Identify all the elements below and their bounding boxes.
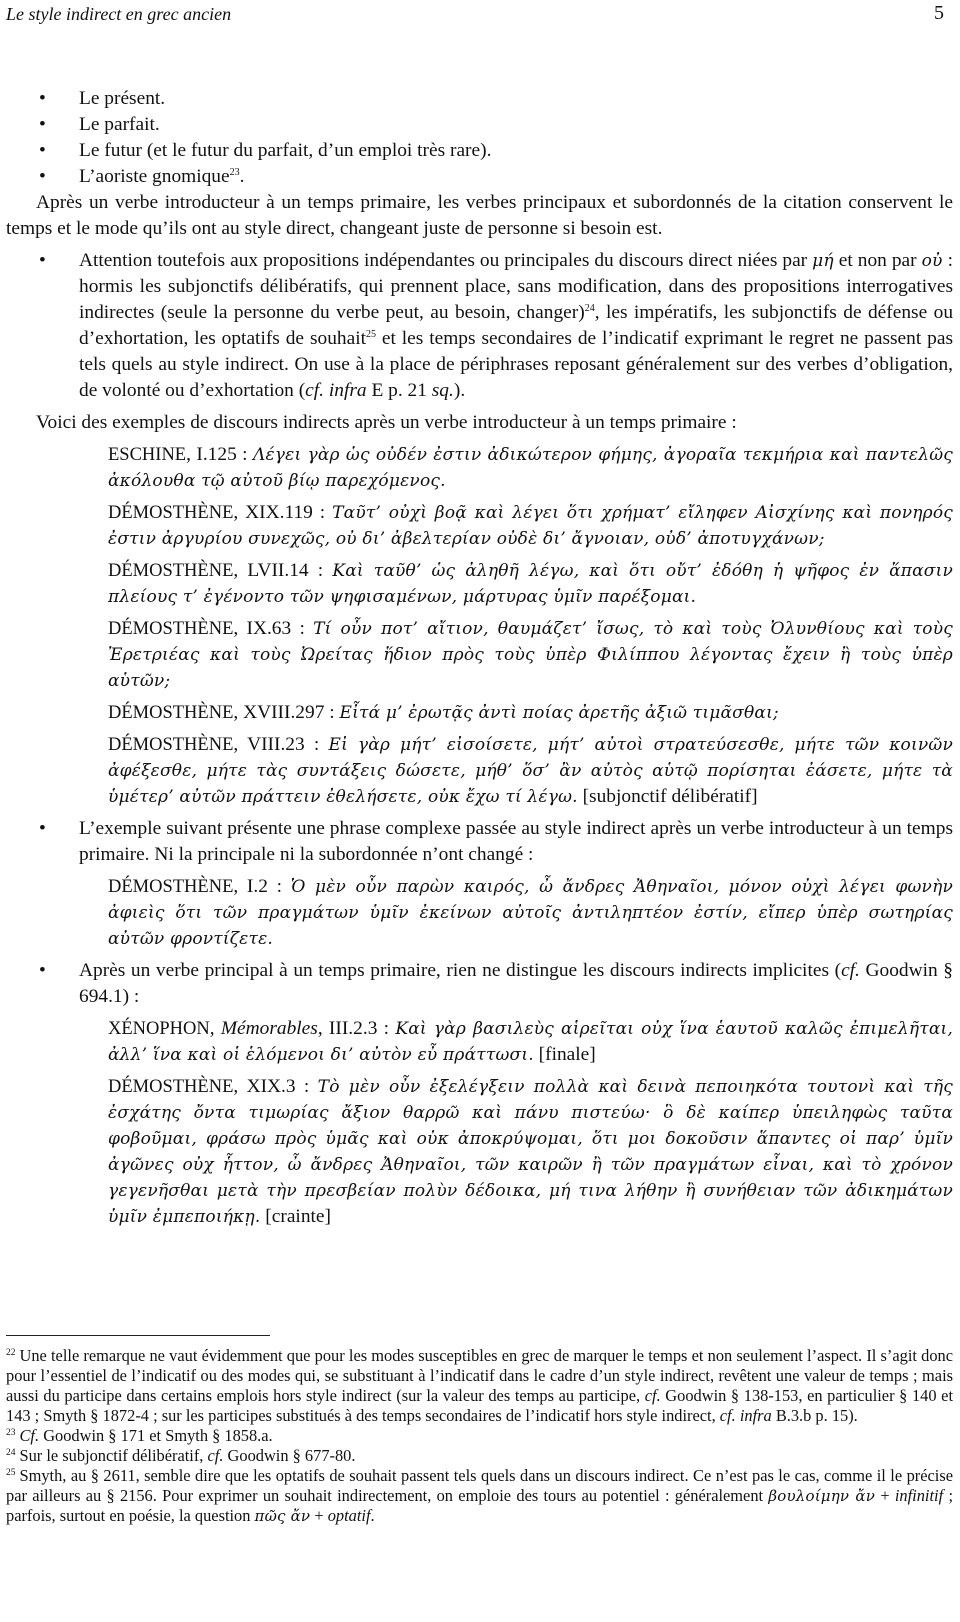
text-run: B.3.b p. 15). <box>771 1406 858 1425</box>
example-citation <box>6 732 953 810</box>
text-run: et non par <box>833 250 922 271</box>
text-run: + <box>310 1506 328 1525</box>
text-run: : hormis les subjonctifs délibératifs, qui prennent place, sans modification, dans des propositions interrogatives indirectes (seule la personne du verbe peut, au besoin, changer) <box>79 250 953 323</box>
text-run: + <box>875 1486 895 1505</box>
greek-text: μή <box>812 251 834 271</box>
footnote <box>6 1426 953 1446</box>
text-run: et les temps secondaires de l’indicatif exprimant le regret ne passent pas tels quels au style indirect. On use à la place de périphrases reposant généralement sur des verbes d’obligation, de volonté ou d’exhortation ( <box>79 328 953 401</box>
footnote-ref[interactable]: 24 <box>584 303 595 314</box>
citation-note: [subjonctif délibératif] <box>577 786 758 807</box>
abbrev: cf. <box>644 1386 661 1405</box>
main-text <box>6 86 953 1230</box>
footnote <box>6 1466 953 1526</box>
greek-text: Ταῦτ’ οὐχὶ βοᾷ καὶ λέγει ὅτι χρήματ’ εἴληφεν Αἰσχίνης καὶ πονηρός ἐστιν ἀργυρίου συνεχῶς, οὐ δι’ ἀβελτερίαν οὐδὲ δι’ ἄγνοιαν, οὐδ’ ἀποτυγχάνων; <box>108 503 953 549</box>
list-item-text: Le présent. <box>79 88 166 109</box>
running-title: Le style indirect en grec ancien <box>6 4 232 24</box>
abbrev: sq. <box>431 380 454 401</box>
text-run: Après un verbe principal à un temps primaire, rien ne distingue les discours indirects implicites ( <box>79 960 842 981</box>
citation-author: DÉMOSTHÈNE <box>108 735 234 755</box>
text-run: Goodwin § 694.1) : <box>79 960 953 1007</box>
citation-author: DÉMOSTHÈNE <box>108 561 234 581</box>
list-item-text: L’aoriste gnomique <box>79 166 230 187</box>
citation-author: XÉNOPHON <box>108 1019 210 1039</box>
abbrev: Cf. <box>19 1426 40 1445</box>
greek-text: βουλοίμην ἄν <box>768 1487 876 1505</box>
text-run: Une telle remarque ne vaut évidemment que pour les modes susceptibles en grec de marquer le temps et non seulement l’aspect. Il s’agit donc pour l’essentiel de l’indicatif ou des modes qui, se substituant à l’indicatif dans le cadre d’un style indirect, revêtent une valeur de temps ; mais aussi du participe dans certains emplois hors style indirect (sur la valeur des temps au participe, <box>6 1346 953 1405</box>
citation-author: ESCHINE <box>108 445 187 465</box>
punctuation: . <box>239 166 245 187</box>
greek-text: Εἶτά μ’ ἐρωτᾷς ἀντὶ ποίας ἀρετῆς ἀξιῶ τιμᾶσθαι; <box>339 703 779 723</box>
greek-text: Εἰ γὰρ μήτ’ εἰσοίσετε, μήτ’ αὐτοὶ στρατεύσεσθε, μήτε τῶν κοινῶν ἀφέξεσθε, μήτε τὰς συντάξεις δώσετε, μήθ’ ὅσ’ ἂν αὐτὸς αὑτῷ πορίσηται ἐάσετε, μήτε τὰ ὑμέτερ’ αὐτῶν πράττειν ἐθελήσετε, οὐκ ἔχω τί λέγω. <box>108 735 953 807</box>
example-citation <box>6 700 953 726</box>
example-citation <box>6 442 953 494</box>
citation-ref: , XIX.119 : <box>233 502 333 523</box>
footnote-number: 22 <box>6 1348 16 1358</box>
citation-ref: , VIII.23 : <box>233 734 329 755</box>
footnote-number: 23 <box>6 1428 16 1438</box>
citation-ref: , III.2.3 : <box>317 1018 396 1039</box>
citation-author: DÉMOSTHÈNE <box>108 503 234 523</box>
greek-text: Τί οὖν ποτ’ αἴτιον, θαυμάζετ’ ἴσως, τὸ καὶ τοὺς Ὀλυνθίους καὶ τοὺς Ἐρετριέας καὶ τοὺς Ὠρείτας ἥδιον πρὸς τοὺς ὑπὲρ Φιλίππου λέγοντας ἔχειν ἢ τοὺς ὑπὲρ αὑτῶν; <box>108 619 954 691</box>
greek-text: οὐ <box>921 251 943 271</box>
footnote-number: 24 <box>6 1448 16 1458</box>
citation-author: DÉMOSTHÈNE <box>108 619 234 639</box>
list-item <box>6 138 953 164</box>
abbrev: infra <box>328 380 367 401</box>
text-run: Smyth, au § 2611, semble dire que les optatifs de souhait passent tels quels dans un discours indirect. Ce n’est pas le cas, comme il le précise par ailleurs au § 2156. Pour exprimer un souhait indirectement, on emploie des tours au potentiel : généralement <box>6 1466 953 1505</box>
greek-text: Ὁ μὲν οὖν παρὼν καιρός, ὦ ἄνδρες Ἀθηναῖοι, μόνον οὐχὶ λέγει φωνὴν ἀφιεὶς ὅτι τῶν πραγμάτων ὑμῖν ἐκείνων αὐτοῖς ἀντιληπτέον ἐστίν, εἴπερ ὑπὲρ σωτηρίας αὐτῶν φροντίζετε. <box>108 877 953 949</box>
text-run: Attention toutefois aux propositions indépendantes ou principales du discours direct niées par <box>79 250 813 271</box>
text-run: Sur le subjonctif délibératif, <box>19 1446 208 1465</box>
example-citation <box>6 500 953 552</box>
citation-author: DÉMOSTHÈNE <box>108 703 234 723</box>
citation-note: [crainte] <box>260 1206 331 1227</box>
text-run: ; parfois, surtout en poésie, la question <box>6 1486 953 1525</box>
list-item <box>6 164 953 190</box>
text-run: E p. 21 <box>366 380 432 401</box>
citation-author: DÉMOSTHÈNE <box>108 877 234 897</box>
greek-text: Τὸ μὲν οὖν ἐξελέγξειν πολλὰ καὶ δεινὰ πεποιηκότα τουτονὶ καὶ τῆς ἐσχάτης ὄντα τιμωρίας ἄξιον θαρρῶ καὶ πάνυ πιστεύω· ὃ δὲ καίπερ ὑπειληφὼς ταῦτα φοβοῦμαι, φράσω πρὸς ὑμᾶς καὶ οὐκ ἀποκρύψομαι, ὅτι μοι δοκοῦσιν ἅπαντες οἱ παρ’ ὑμῖν ἀγῶνες οὐχ ἧττον, ὦ ἄνδρες Ἀθηναῖοι, τῶν καιρῶν ἢ τῶν πραγμάτων εἶναι, καὶ τὸ χρόνον γεγενῆσθαι μετὰ τὴν πρεσβείαν πολὺν δέδοικα, μή τινα λήθην ἢ συνήθειαν τῶν ἀδικημάτων ὑμῖν ἐμπεποιήκῃ. <box>108 1077 953 1227</box>
citation-author: DÉMOSTHÈNE <box>108 1077 234 1097</box>
list-item-text: Le parfait. <box>79 114 160 135</box>
text-run: Goodwin § 171 et Smyth § 1858.a. <box>39 1426 273 1445</box>
example-citation <box>6 558 953 610</box>
example-citation <box>6 616 953 694</box>
citation-ref: , XIX.3 : <box>233 1076 318 1097</box>
text-run: ). <box>453 380 466 401</box>
list-item <box>6 112 953 138</box>
page-number: 5 <box>934 2 944 24</box>
abbrev: optatif <box>327 1506 371 1525</box>
work-title: Mémorables <box>220 1018 318 1039</box>
abbrev: cf. <box>719 1406 736 1425</box>
list-item <box>6 86 953 112</box>
abbrev: cf. <box>841 960 860 981</box>
citation-ref: , IX.63 : <box>233 618 314 639</box>
citation-ref: , LVII.14 : <box>233 560 333 581</box>
footnotes <box>6 1346 953 1526</box>
footnote <box>6 1446 953 1466</box>
text-run: Goodwin § 138-153, en particulier § 140 et 143 ; Smyth § 1872-4 ; sur les participes substitués à des temps secondaires de l’indicatif hors style indirect, <box>6 1386 953 1425</box>
text-run: . <box>370 1506 375 1525</box>
list-item: • L’exemple suivant présente une phrase complexe passée au style indirect après un verbe introducteur à un temps primaire. Ni la principale ni la subordonnée n’ont changé : <box>6 816 953 868</box>
list-item-text: Le futur (et le futur du parfait, d’un emploi très rare). <box>79 140 492 161</box>
list-item <box>6 958 953 1010</box>
footnote-separator <box>6 1335 270 1336</box>
abbrev: cf. <box>305 380 325 401</box>
citation-note: [finale] <box>533 1044 596 1065</box>
citation-ref: , I.2 : <box>233 876 291 897</box>
list-item <box>6 248 953 404</box>
greek-text: Καὶ ταῦθ’ ὡς ἀληθῆ λέγω, καὶ ὅτι οὔτ’ ἐδόθη ἡ ψῆφος ἐν ἅπασιν πλείους τ’ ἐγένοντο τῶν ψηφισαμένων, μάρτυρας ὑμῖν παρέξομαι. <box>108 561 954 607</box>
example-citation: XÉNOPHON, Mémorables, III.2.3 : Καὶ γὰρ βασιλεὺς αἱρεῖται οὐχ ἵνα ἑαυτοῦ καλῶς ἐπιμελῆται, ἀλλ’ ἵνα καὶ οἱ ἑλόμενοι δι’ αὐτὸν εὖ πράττωσι. [finale] <box>108 1018 953 1065</box>
text-run: Goodwin § 677-80. <box>223 1446 356 1465</box>
text-run: , les impératifs, les subjonctifs de défense ou d’exhortation, les optatifs de souhait <box>79 302 954 349</box>
paragraph: Après un verbe introducteur à un temps primaire, les verbes principaux et subordonnés de la citation conservent le temps et le mode qu’ils ont au style direct, changeant juste de personne si besoin est. <box>6 192 953 239</box>
citation-ref: , XVIII.297 : <box>233 702 340 723</box>
greek-text: πῶς ἄν <box>254 1507 311 1525</box>
example-citation <box>6 874 953 952</box>
footnote <box>6 1346 953 1426</box>
citation-ref: , I.125 : <box>186 444 253 465</box>
footnote-ref[interactable]: 25 <box>365 329 376 340</box>
paragraph: Voici des exemples de discours indirects après un verbe introducteur à un temps primaire : <box>36 412 737 433</box>
footnote-ref[interactable]: 23 <box>229 167 240 178</box>
greek-text: Λέγει γὰρ ὡς οὐδέν ἐστιν ἀδικώτερον φήμης, ἀγοραῖα τεκμήρια καὶ παντελῶς ἀκόλουθα τῷ αὐτοῦ βίῳ παρεχόμενος. <box>108 445 954 491</box>
example-citation <box>6 1074 953 1230</box>
abbrev: cf. <box>207 1446 224 1465</box>
abbrev: infinitif <box>894 1486 944 1505</box>
abbrev: infra <box>739 1406 772 1425</box>
footnote-number: 25 <box>6 1468 16 1478</box>
greek-text: Καὶ γὰρ βασιλεὺς αἱρεῖται οὐχ ἵνα ἑαυτοῦ καλῶς ἐπιμελῆται, ἀλλ’ ἵνα καὶ οἱ ἑλόμενοι δι’ αὐτὸν εὖ πράττωσι. <box>108 1019 953 1065</box>
